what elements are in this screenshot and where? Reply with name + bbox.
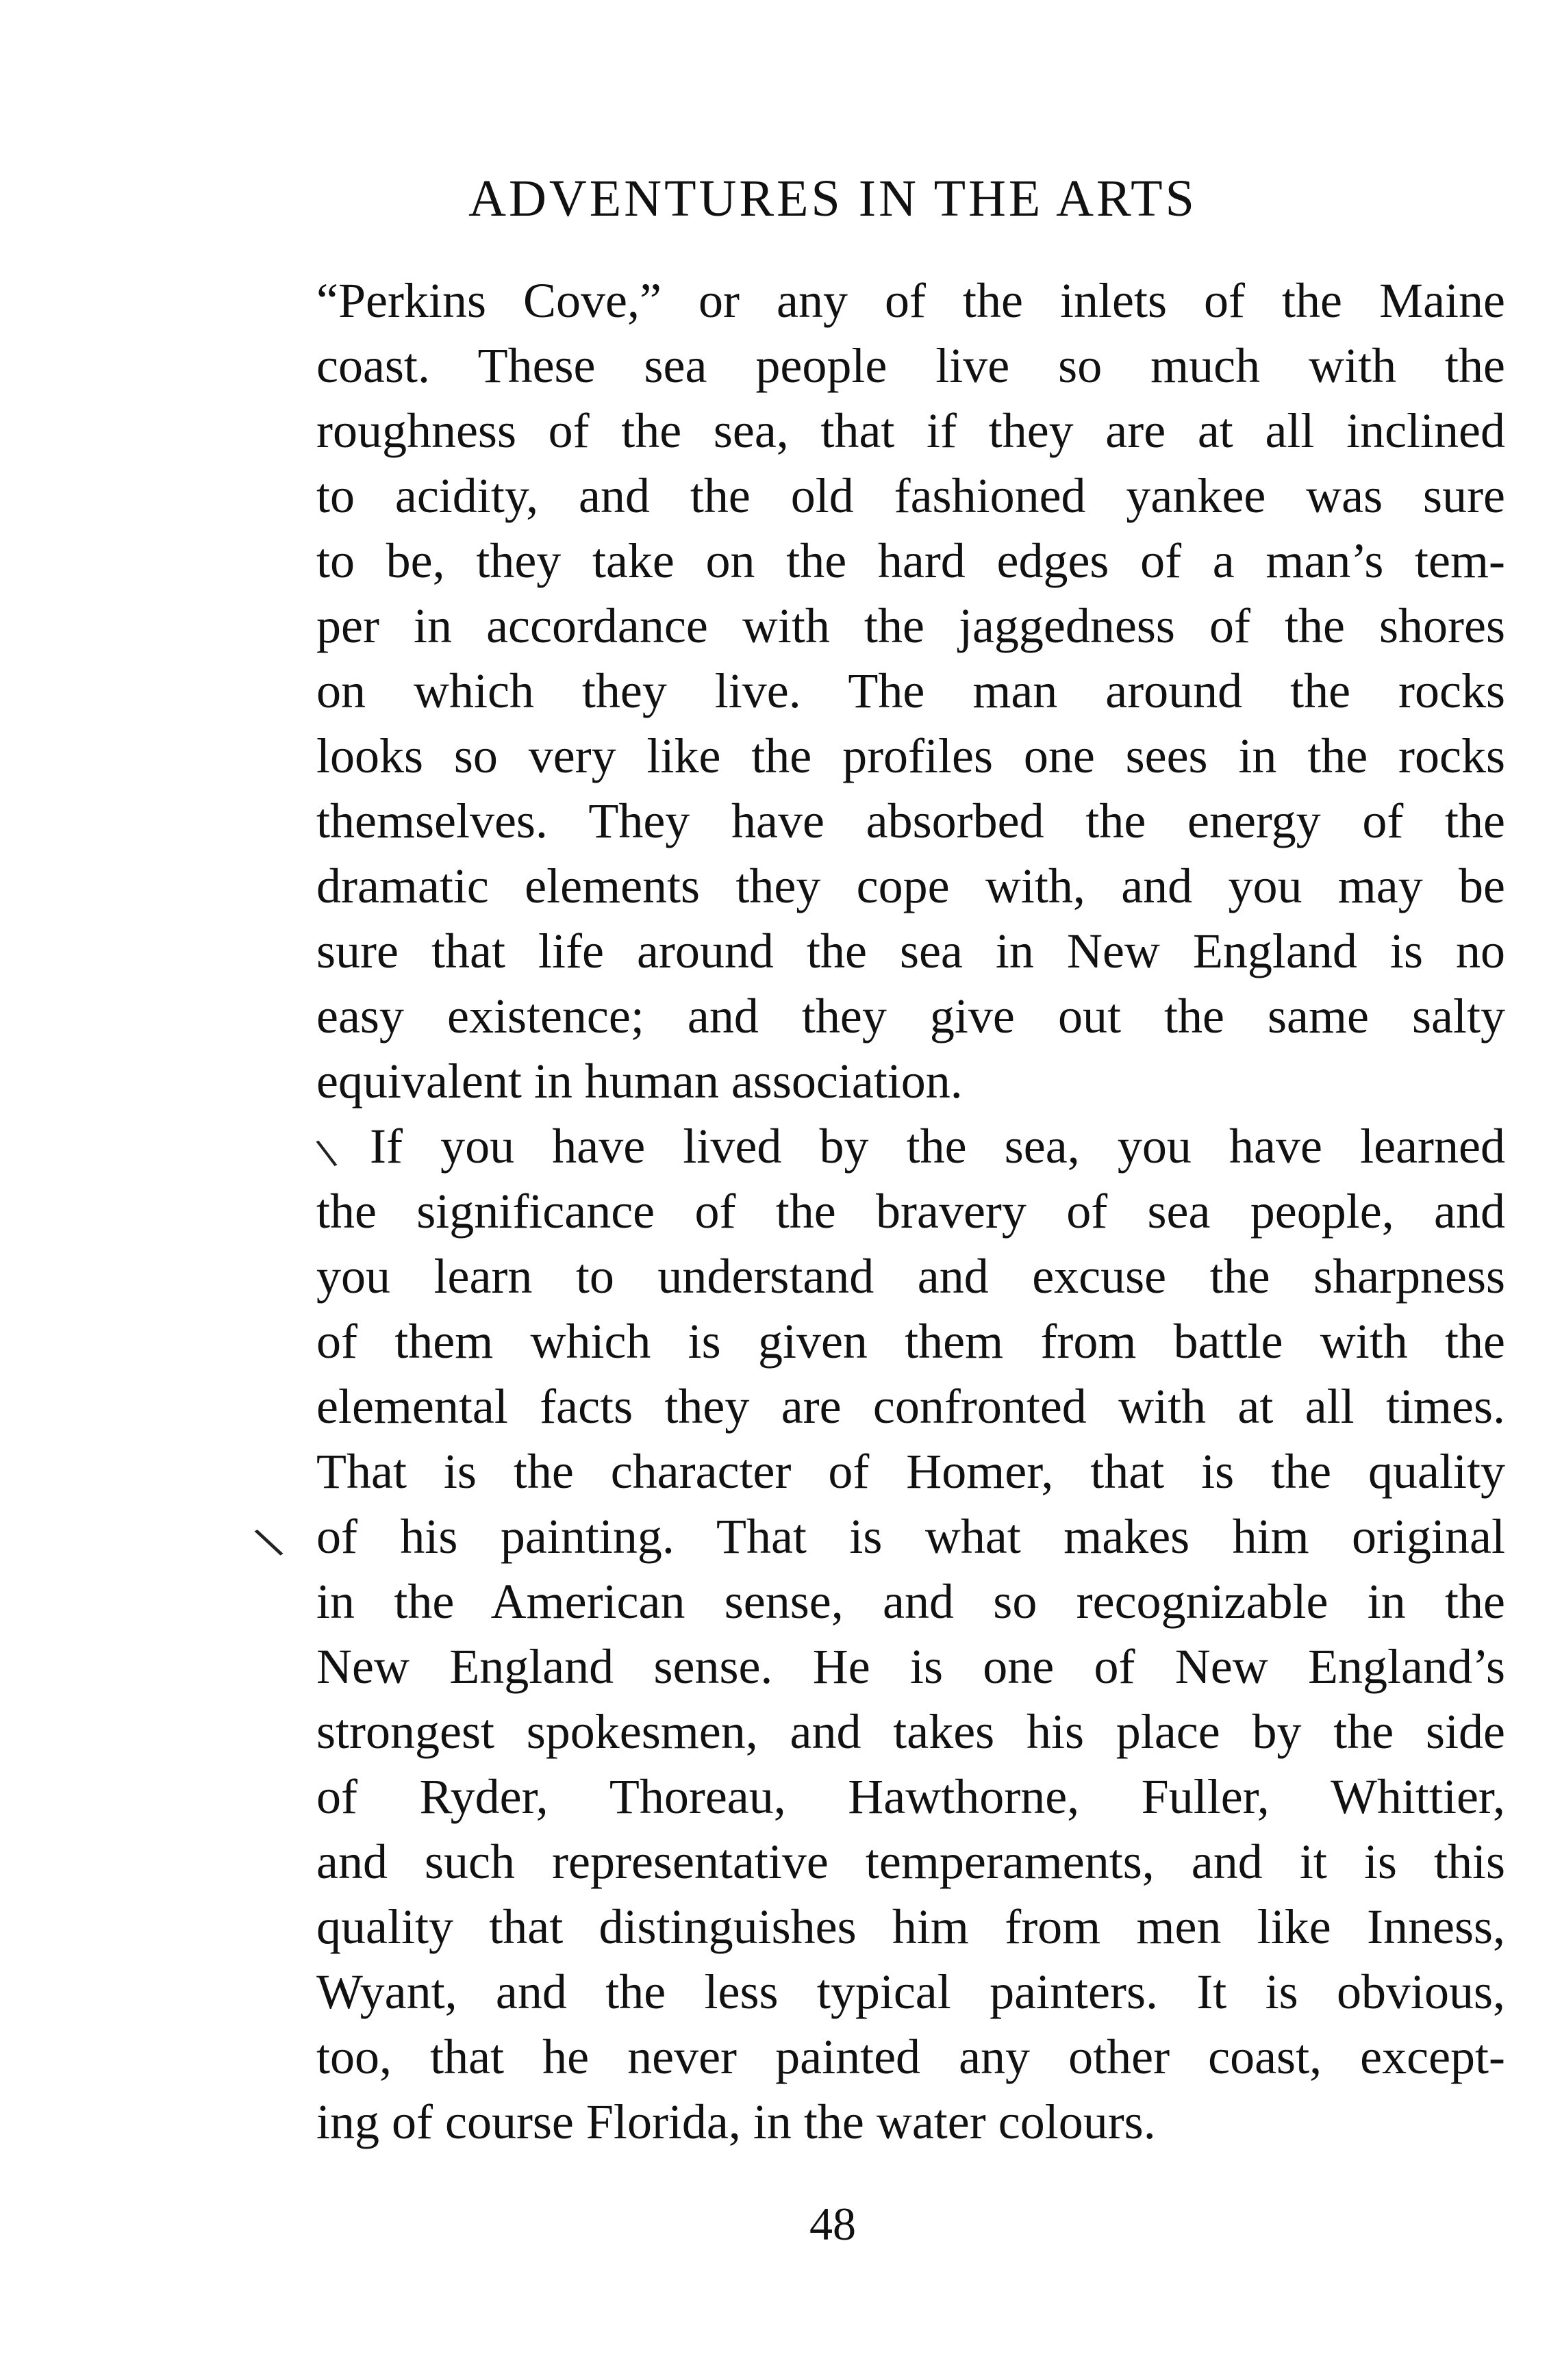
page-number: 48: [809, 2198, 856, 2250]
text-line: ing of course Florida, in the water colours.: [316, 2094, 1156, 2149]
text-line: on which they live. The man around the rocks: [316, 663, 1505, 718]
text-line: Wyant, and the less typical painters. It is obvious,: [316, 1964, 1505, 2019]
text-line: equivalent in human association.: [316, 1054, 963, 1109]
running-head: ADVENTURES IN THE ARTS: [468, 170, 1197, 227]
text-line: That is the character of Homer, that is the quality: [316, 1444, 1505, 1499]
text-line: roughness of the sea, that if they are at all inclined: [316, 403, 1505, 458]
text-line: dramatic elements they cope with, and you may be: [316, 859, 1505, 913]
text-line: you learn to understand and excuse the sharpness: [316, 1249, 1505, 1304]
text-line: quality that distinguishes him from men like Inness,: [316, 1899, 1505, 1954]
text-line: looks so very like the profiles one sees in the rocks: [316, 729, 1505, 783]
text-line: of them which is given them from battle with the: [316, 1314, 1505, 1369]
pencil-mark-icon: \: [250, 1517, 287, 1567]
text-line: the significance of the bravery of sea people, and: [316, 1184, 1505, 1239]
text-line: in the American sense, and so recognizable in the: [316, 1574, 1505, 1629]
body-text: [316, 268, 1505, 2155]
text-line: “Perkins Cove,” or any of the inlets of the Maine: [316, 273, 1505, 328]
paragraph-first-line: If you have lived by the sea, you have learned: [370, 1119, 1505, 1174]
text-line: to be, they take on the hard edges of a man’s tem-: [316, 533, 1505, 588]
text-line: per in accordance with the jaggedness of the shores: [316, 598, 1505, 653]
text-line: themselves. They have absorbed the energy of the: [316, 794, 1505, 848]
text-line: of Ryder, Thoreau, Hawthorne, Fuller, Whittier,: [316, 1769, 1505, 1824]
text-line: easy existence; and they give out the same salty: [316, 989, 1505, 1043]
text-line: sure that life around the sea in New England is no: [316, 924, 1505, 978]
text-line: of his painting. That is what makes him original: [316, 1509, 1505, 1564]
text-line: coast. These sea people live so much with the: [316, 338, 1505, 393]
pencil-mark-icon: \: [314, 1131, 340, 1175]
text-line: New England sense. He is one of New England’s: [316, 1639, 1505, 1694]
text-line: and such representative temperaments, and it is this: [316, 1834, 1505, 1889]
text-line: strongest spokesmen, and takes his place by the side: [316, 1704, 1505, 1759]
text-line: to acidity, and the old fashioned yankee was sure: [316, 468, 1505, 523]
text-line: elemental facts they are confronted with at all times.: [316, 1379, 1505, 1434]
text-line: too, that he never painted any other coast, except-: [316, 2029, 1505, 2084]
